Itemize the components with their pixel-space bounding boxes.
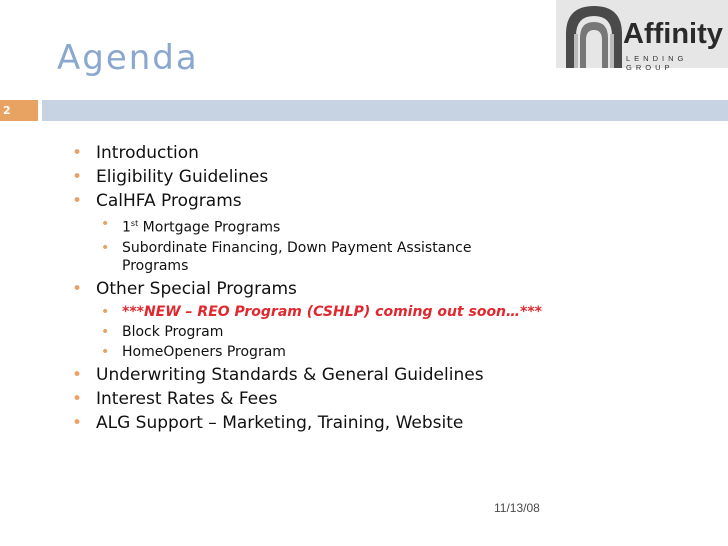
sub-item-pre: 1 — [122, 219, 131, 236]
list-item: • Underwriting Standards & General Guidelines — [70, 363, 670, 387]
list-item — [70, 189, 670, 213]
header-bar — [42, 100, 728, 121]
sub-item-post: Mortgage Programs — [138, 219, 281, 236]
sub-item-sup: st — [130, 219, 139, 228]
list-item: • ALG Support – Marketing, Training, Website — [70, 411, 670, 435]
sub-list-item — [70, 303, 670, 321]
slide-title: Agenda — [57, 38, 199, 78]
logo-tagline: LENDING GROUP — [626, 54, 688, 72]
list-item: • Eligibility Guidelines — [70, 165, 670, 189]
highlight-text: ***NEW – REO Program (CSHLP) coming out soon…*** — [122, 303, 542, 320]
sub-list-item: • HomeOpeners Program — [70, 343, 670, 361]
slide-date: 11/13/08 — [494, 501, 540, 515]
company-logo — [556, 0, 728, 72]
sub-list-item — [70, 239, 670, 275]
sub-item-line2: Programs — [122, 257, 189, 274]
sub-list-item — [70, 215, 670, 237]
list-item: • Interest Rates & Fees — [70, 387, 670, 411]
list-item: • Other Special Programs — [70, 277, 670, 301]
list-item-label: CalHFA Programs — [96, 191, 242, 211]
slide-number: 2 — [0, 100, 38, 121]
sub-list-item: • Block Program — [70, 323, 670, 341]
logo-wordmark: Affinity — [623, 18, 723, 50]
agenda-list — [70, 141, 670, 435]
sub-item-line1: Subordinate Financing, Down Payment Assistance — [122, 239, 472, 256]
list-item: • Introduction — [70, 141, 670, 165]
